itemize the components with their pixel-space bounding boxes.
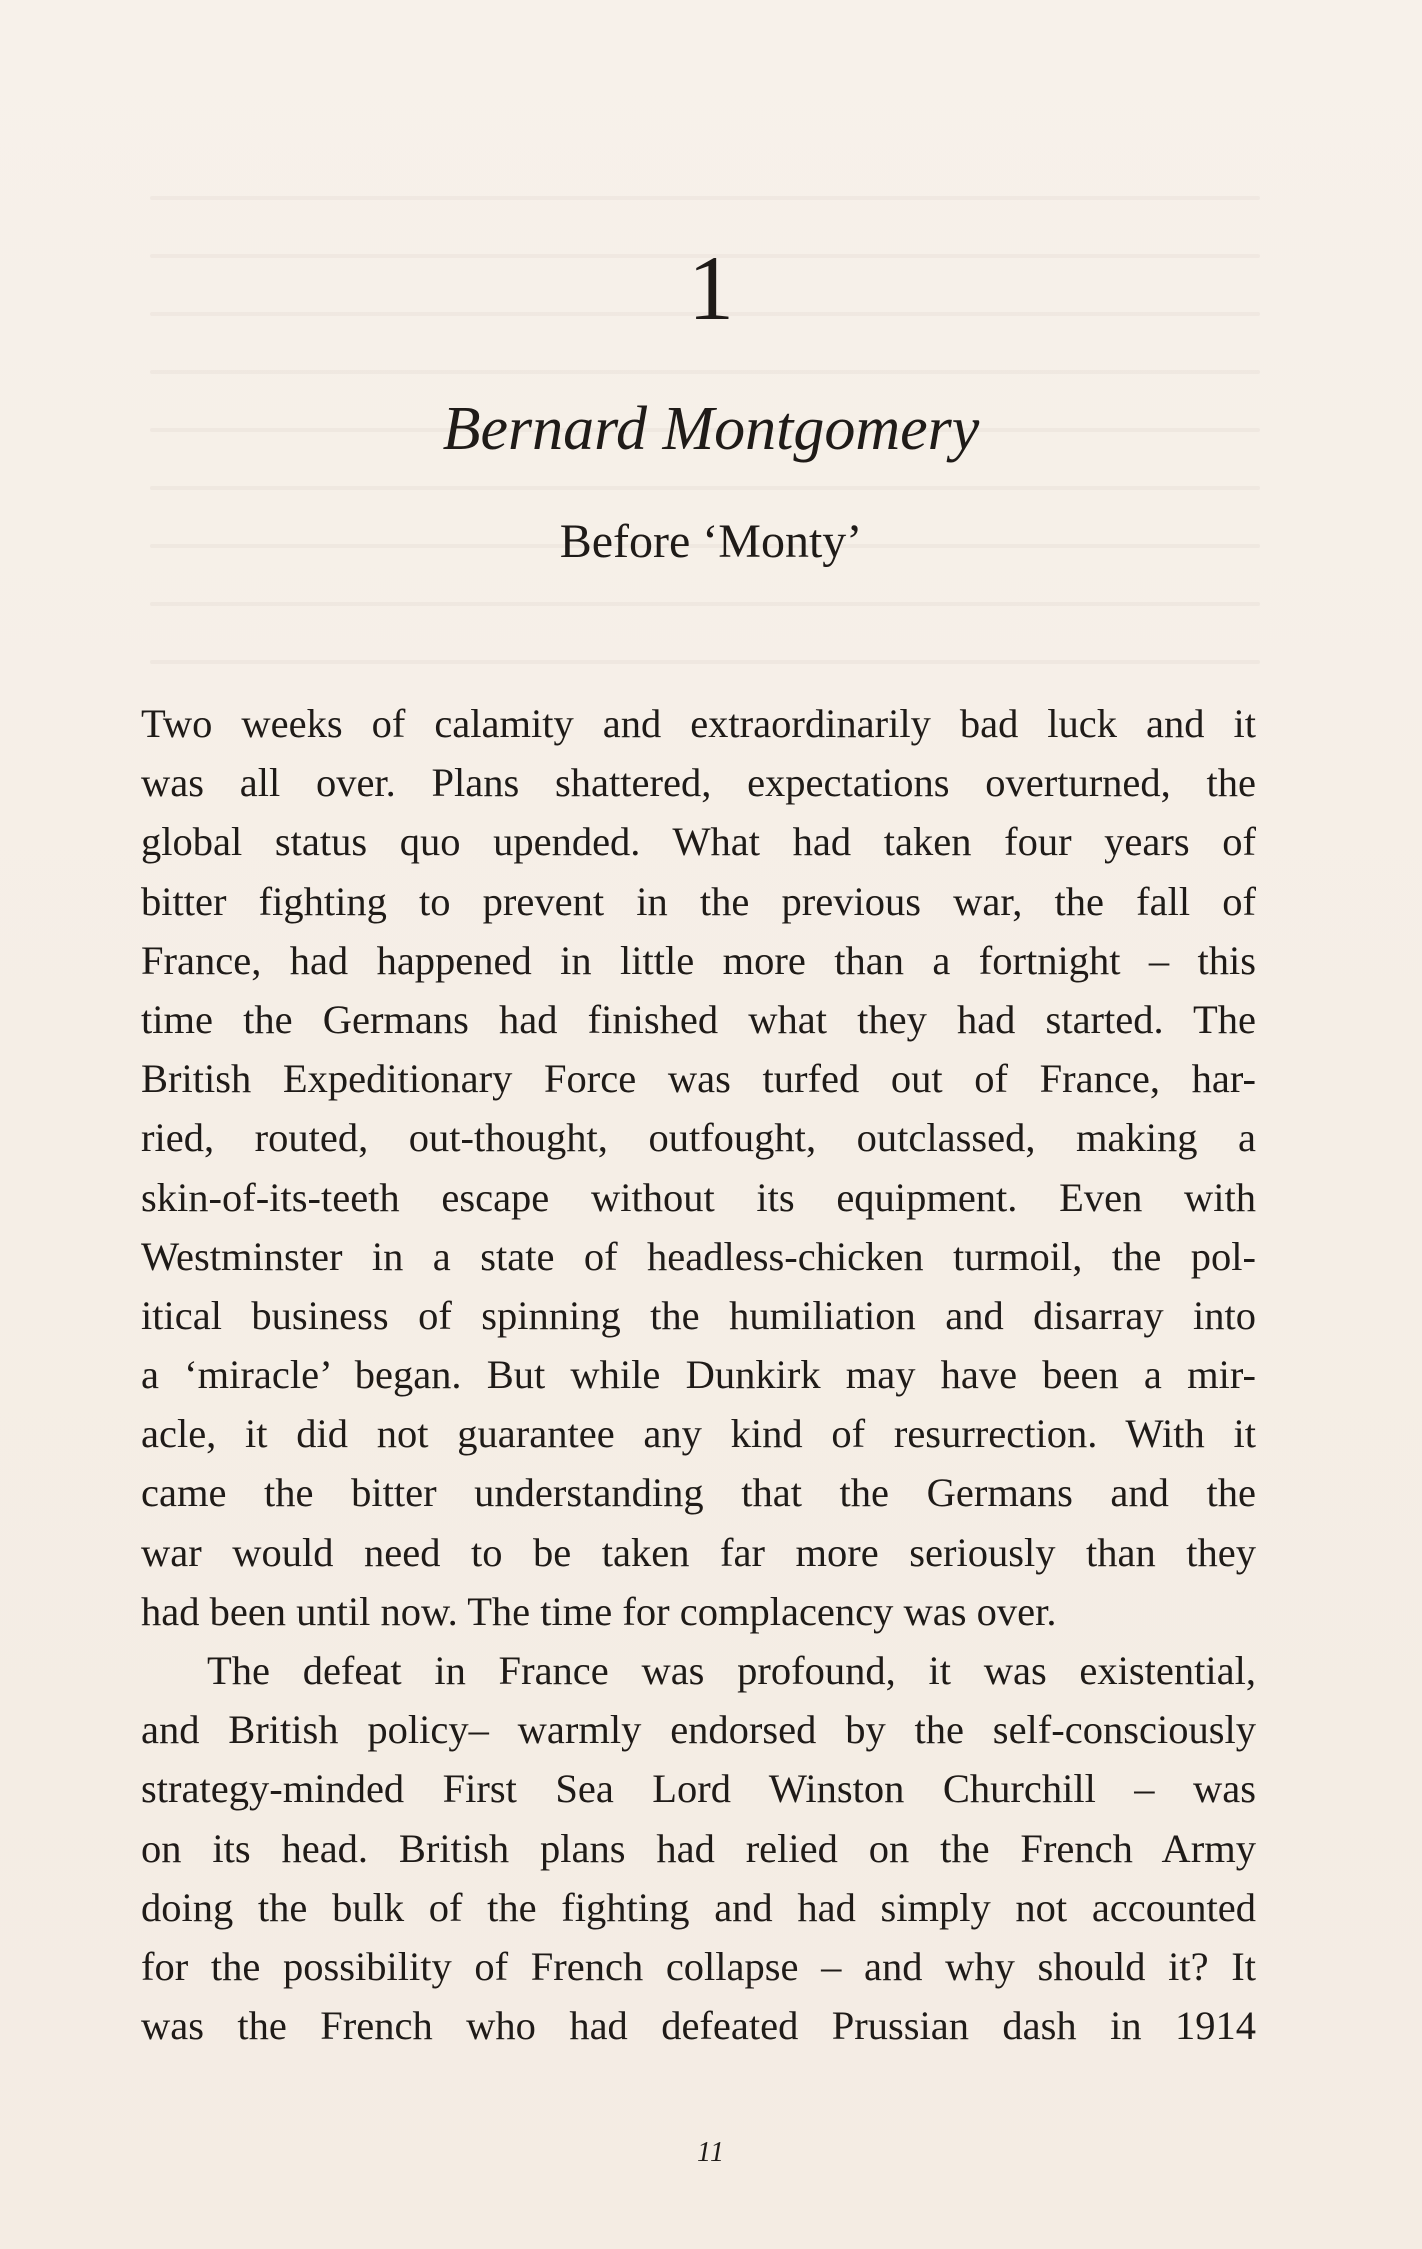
chapter-subtitle: Before ‘Monty’ xyxy=(559,515,863,568)
text-line: Two weeks of calamity and extraordinarily bad luck and it xyxy=(141,701,1256,746)
text-line: was the French who had defeated Prussian dash in 1914 xyxy=(141,2003,1256,2049)
text-line: France, had happened in little more than a fortnight – this xyxy=(141,937,1256,983)
text-line: a ‘miracle’ began. But while Dunkirk may have been a mir- xyxy=(141,1352,1256,1398)
chapter-number: 1 xyxy=(688,237,734,339)
text-line: was all over. Plans shattered, expectations overturned, the xyxy=(141,760,1256,806)
text-line: had been until now. The time for complacency was over. xyxy=(141,1588,1057,1634)
page-texture xyxy=(150,196,1260,200)
text-line: strategy-minded First Sea Lord Winston Churchill – was xyxy=(141,1766,1256,1812)
page-texture xyxy=(150,602,1260,606)
text-line: skin-of-its-teeth escape without its equipment. Even with xyxy=(141,1174,1256,1220)
chapter-title: Bernard Montgomery xyxy=(442,395,980,463)
text-line: doing the bulk of the fighting and had simply not accounted xyxy=(141,1884,1256,1930)
text-line: Westminster in a state of headless-chicken turmoil, the pol- xyxy=(141,1233,1256,1279)
chapter-body xyxy=(141,694,1256,2055)
text-line: British Expeditionary Force was turfed out of France, har- xyxy=(141,1056,1256,1102)
text-line: global status quo upended. What had taken four years of xyxy=(141,819,1256,865)
text-line: on its head. British plans had relied on the French Army xyxy=(141,1825,1256,1871)
text-line: bitter fighting to prevent in the previous war, the fall of xyxy=(141,878,1256,924)
text-line: ried, routed, out-thought, outfought, outclassed, making a xyxy=(141,1115,1256,1161)
text-line: came the bitter understanding that the Germans and the xyxy=(141,1470,1256,1516)
text-line: itical business of spinning the humiliation and disarray into xyxy=(141,1292,1256,1338)
text-line: war would need to be taken far more seriously than they xyxy=(141,1529,1256,1575)
page-texture xyxy=(150,370,1260,374)
text-line: acle, it did not guarantee any kind of resurrection. With it xyxy=(141,1411,1256,1457)
text-line: The defeat in France was profound, it was existential, xyxy=(207,1648,1256,1693)
text-line: time the Germans had finished what they had started. The xyxy=(141,996,1256,1042)
page-number: 11 xyxy=(697,2137,725,2168)
page-texture xyxy=(150,660,1260,664)
text-line: for the possibility of French collapse – and why should it? It xyxy=(141,1943,1256,1989)
page-texture xyxy=(150,486,1260,490)
text-line: and British policy– warmly endorsed by the self-consciously xyxy=(141,1707,1256,1753)
